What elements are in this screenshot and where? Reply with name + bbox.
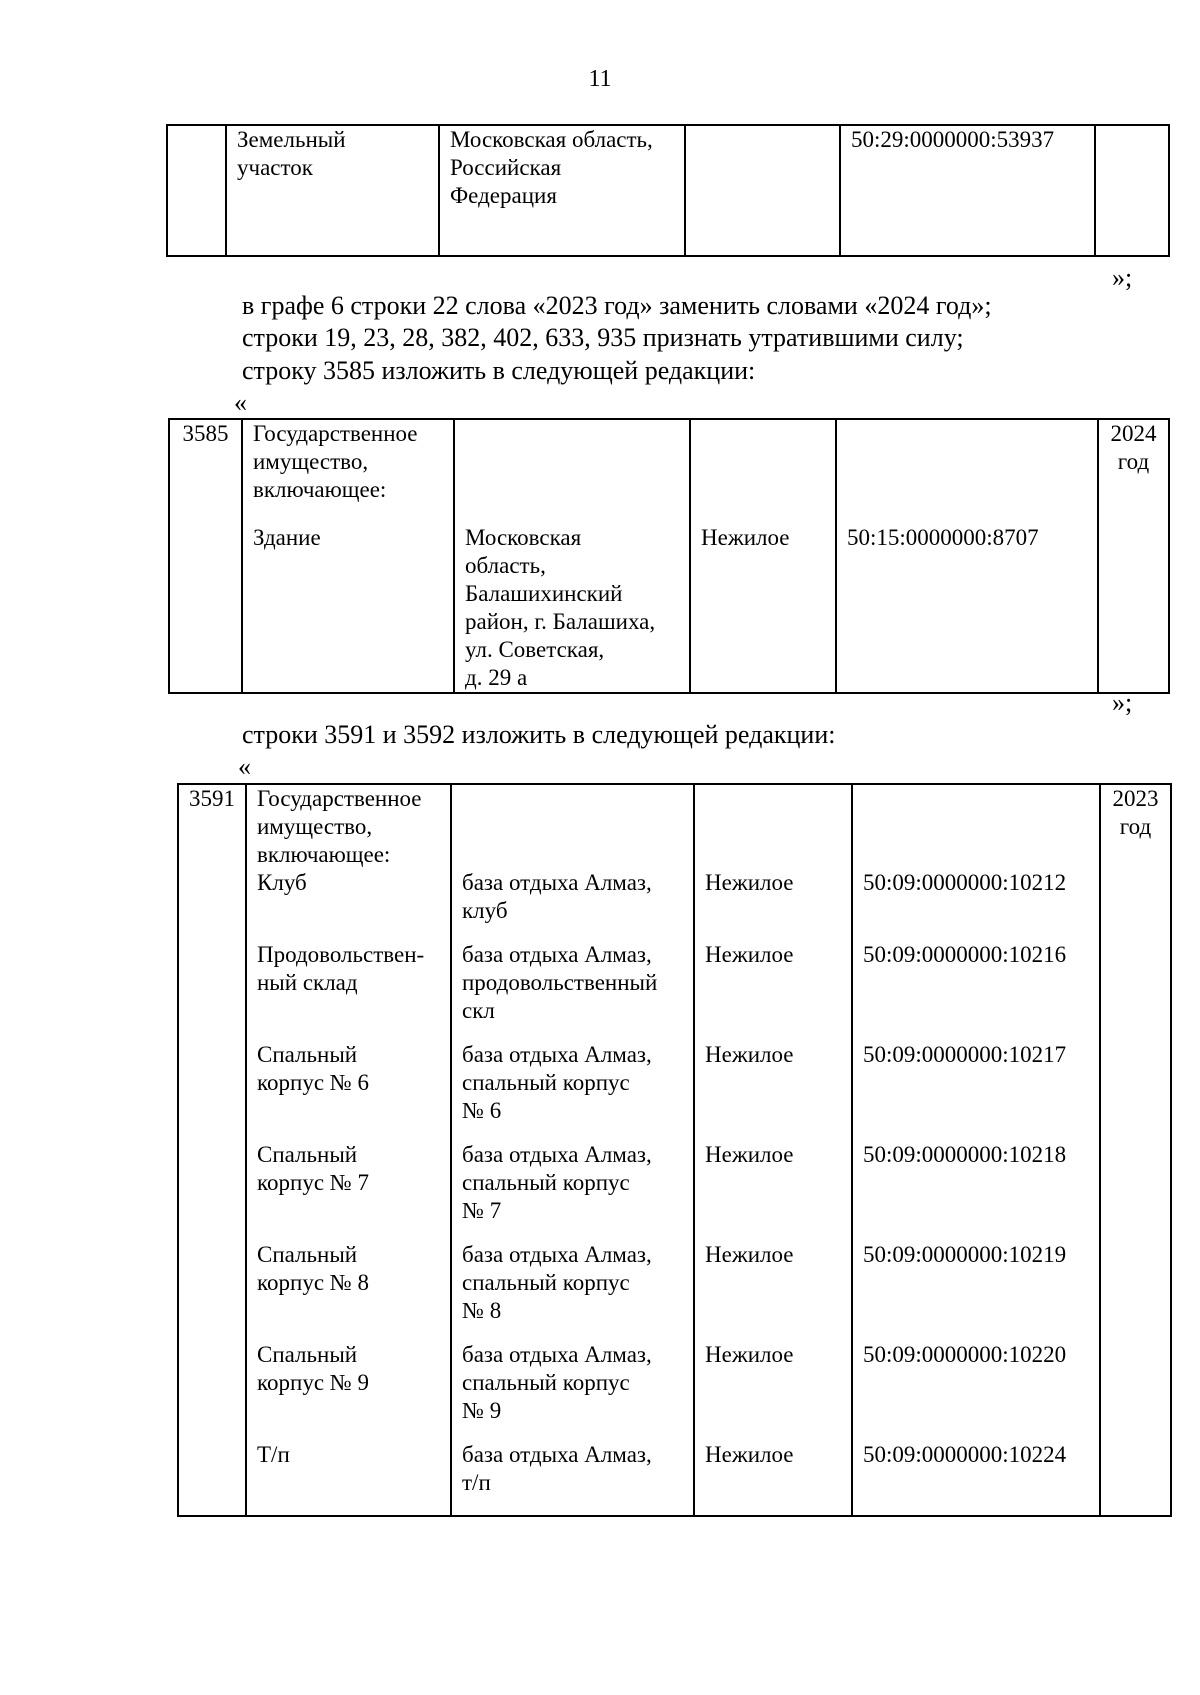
purpose-text: Нежилое bbox=[705, 1442, 794, 1467]
closing-quote: »; bbox=[1112, 688, 1133, 717]
object-name-cell bbox=[226, 125, 439, 256]
table-row bbox=[169, 419, 1169, 693]
year-line: год bbox=[1119, 814, 1152, 839]
address-line: база отдыха Алмаз, bbox=[462, 1142, 652, 1167]
list-item bbox=[705, 1341, 841, 1441]
address-line: база отдыха Алмаз, bbox=[462, 1042, 652, 1067]
table-row bbox=[167, 125, 1169, 256]
object-name-line: Продовольствен- bbox=[257, 942, 425, 967]
address-cell bbox=[439, 125, 685, 256]
address-line: база отдыха Алмаз, bbox=[462, 1442, 652, 1467]
object-name-line: Спальный bbox=[257, 1342, 358, 1367]
object-name-cell bbox=[246, 784, 451, 1516]
purpose-text: Нежилое bbox=[701, 525, 790, 550]
list-item bbox=[462, 1241, 683, 1341]
list-item bbox=[462, 869, 683, 941]
group-title-line: имущество, bbox=[253, 449, 369, 474]
year-line: 2023 bbox=[1112, 786, 1159, 811]
address-line: спальный корпус bbox=[462, 1170, 630, 1195]
group-title-line: Государственное bbox=[253, 421, 418, 446]
opening-quote: « bbox=[234, 388, 247, 417]
object-name-line: ный склад bbox=[257, 970, 358, 995]
cadastral-number-cell: 50:29:0000000:53937 bbox=[840, 125, 1095, 256]
purpose-text: Нежилое bbox=[705, 1042, 794, 1067]
year-line: 2024 bbox=[1110, 421, 1157, 446]
list-item bbox=[257, 1141, 440, 1241]
purpose-cell bbox=[694, 784, 852, 1516]
address-line: Федерация bbox=[450, 183, 557, 208]
object-name-line: Спальный bbox=[257, 1242, 358, 1267]
list-item bbox=[257, 1441, 440, 1497]
address-line: скл bbox=[462, 998, 495, 1023]
cadastral-number: 50:15:0000000:8707 bbox=[847, 525, 1039, 550]
address-line: спальный корпус bbox=[462, 1070, 630, 1095]
address-line: база отдыха Алмаз, bbox=[462, 870, 652, 895]
address-line: продовольственный bbox=[462, 970, 658, 995]
cadastral-number: 50:09:0000000:10217 bbox=[863, 1042, 1067, 1067]
address-line: ул. Советская, bbox=[465, 637, 605, 662]
cadastral-number-cell bbox=[836, 419, 1098, 693]
row-number-cell: 3591 bbox=[178, 784, 246, 1516]
year-line: год bbox=[1117, 449, 1150, 474]
list-item bbox=[705, 1241, 841, 1341]
address-line: д. 29 а bbox=[465, 665, 528, 690]
object-name-line: корпус № 8 bbox=[257, 1270, 369, 1295]
purpose-text: Нежилое bbox=[705, 1142, 794, 1167]
address-line: № 8 bbox=[462, 1298, 502, 1323]
purpose-text: Нежилое bbox=[705, 870, 794, 895]
cadastral-number: 50:09:0000000:10220 bbox=[863, 1342, 1067, 1367]
address-line: Московская область, bbox=[450, 127, 653, 152]
address-line: база отдыха Алмаз, bbox=[462, 1342, 652, 1367]
list-item bbox=[863, 941, 1089, 1041]
address-line: район, г. Балашиха, bbox=[465, 609, 656, 634]
amendment-paragraph: строки 19, 23, 28, 382, 402, 633, 935 признать утратившими силу; bbox=[242, 323, 964, 352]
object-name-cell bbox=[242, 419, 454, 693]
page-number: 11 bbox=[588, 66, 612, 92]
list-item bbox=[462, 1341, 683, 1441]
list-item bbox=[462, 941, 683, 1041]
object-name-line: Т/п bbox=[257, 1442, 290, 1467]
property-table-3591 bbox=[177, 783, 1172, 1517]
cadastral-number: 50:09:0000000:10216 bbox=[863, 942, 1067, 967]
object-name-line: Клуб bbox=[257, 870, 307, 895]
address-line: спальный корпус bbox=[462, 1270, 630, 1295]
row-number-cell bbox=[167, 125, 226, 256]
address-line: база отдыха Алмаз, bbox=[462, 942, 652, 967]
amendment-paragraph: в графе 6 строки 22 слова «2023 год» заменить словами «2024 год»; bbox=[242, 291, 992, 320]
address-cell bbox=[454, 419, 690, 693]
group-title-line: Государственное bbox=[257, 786, 422, 811]
closing-quote: »; bbox=[1112, 263, 1133, 292]
object-name-line: Спальный bbox=[257, 1142, 358, 1167]
cadastral-number: 50:09:0000000:10212 bbox=[863, 870, 1067, 895]
year-cell bbox=[1098, 419, 1169, 693]
purpose-cell bbox=[685, 125, 840, 256]
address-cell bbox=[451, 784, 694, 1516]
address-line: база отдыха Алмаз, bbox=[462, 1242, 652, 1267]
address-line: спальный корпус bbox=[462, 1370, 630, 1395]
address-line: № 9 bbox=[462, 1398, 502, 1423]
cadastral-number: 50:09:0000000:10224 bbox=[863, 1442, 1067, 1467]
address-line: Московская bbox=[465, 525, 582, 550]
group-title-line: имущество, bbox=[257, 814, 373, 839]
list-item bbox=[462, 1441, 683, 1497]
list-item bbox=[462, 1041, 683, 1141]
object-name-line: корпус № 7 bbox=[257, 1170, 369, 1195]
address-line: область, bbox=[465, 553, 546, 578]
address-line: т/п bbox=[462, 1470, 491, 1495]
list-item bbox=[257, 869, 440, 941]
cadastral-number-cell bbox=[852, 784, 1100, 1516]
list-item bbox=[705, 1141, 841, 1241]
purpose-text: Нежилое bbox=[705, 1342, 794, 1367]
object-name-line: корпус № 6 bbox=[257, 1070, 369, 1095]
address-line: клуб bbox=[462, 898, 508, 923]
cadastral-number: 50:09:0000000:10218 bbox=[863, 1142, 1067, 1167]
list-item bbox=[257, 1241, 440, 1341]
purpose-text: Нежилое bbox=[705, 942, 794, 967]
property-table-continuation bbox=[166, 124, 1170, 257]
year-cell bbox=[1095, 125, 1169, 256]
object-name-line: Спальный bbox=[257, 1042, 358, 1067]
list-item bbox=[863, 869, 1089, 941]
list-item bbox=[705, 941, 841, 1041]
list-item bbox=[257, 941, 440, 1041]
list-item bbox=[705, 1041, 841, 1141]
property-table-3585 bbox=[168, 418, 1170, 694]
address-line: Российская bbox=[450, 155, 562, 180]
address-line: № 7 bbox=[462, 1198, 502, 1223]
purpose-text: Нежилое bbox=[705, 1242, 794, 1267]
group-title-line: включающее: bbox=[253, 477, 387, 502]
address-line: Балашихинский bbox=[465, 581, 623, 606]
amendment-paragraph: строку 3585 изложить в следующей редакции: bbox=[242, 356, 756, 385]
list-item bbox=[462, 1141, 683, 1241]
list-item bbox=[863, 1041, 1089, 1141]
list-item bbox=[863, 1141, 1089, 1241]
list-item bbox=[257, 1341, 440, 1441]
list-item bbox=[863, 1441, 1089, 1497]
row-number-cell: 3585 bbox=[169, 419, 242, 693]
amendment-paragraph: строки 3591 и 3592 изложить в следующей редакции: bbox=[242, 720, 836, 749]
address-line: № 6 bbox=[462, 1098, 502, 1123]
object-name-line: участок bbox=[237, 155, 313, 180]
purpose-cell bbox=[690, 419, 836, 693]
table-row bbox=[178, 784, 1171, 1516]
opening-quote: « bbox=[238, 752, 251, 781]
object-name-line: Здание bbox=[253, 525, 321, 550]
object-name-line: Земельный bbox=[237, 127, 346, 152]
list-item bbox=[705, 1441, 841, 1497]
list-item bbox=[863, 1341, 1089, 1441]
year-cell bbox=[1100, 784, 1171, 1516]
list-item bbox=[863, 1241, 1089, 1341]
cadastral-number: 50:09:0000000:10219 bbox=[863, 1242, 1067, 1267]
object-name-line: корпус № 9 bbox=[257, 1370, 369, 1395]
list-item bbox=[257, 1041, 440, 1141]
group-title-line: включающее: bbox=[257, 842, 391, 867]
list-item bbox=[705, 869, 841, 941]
